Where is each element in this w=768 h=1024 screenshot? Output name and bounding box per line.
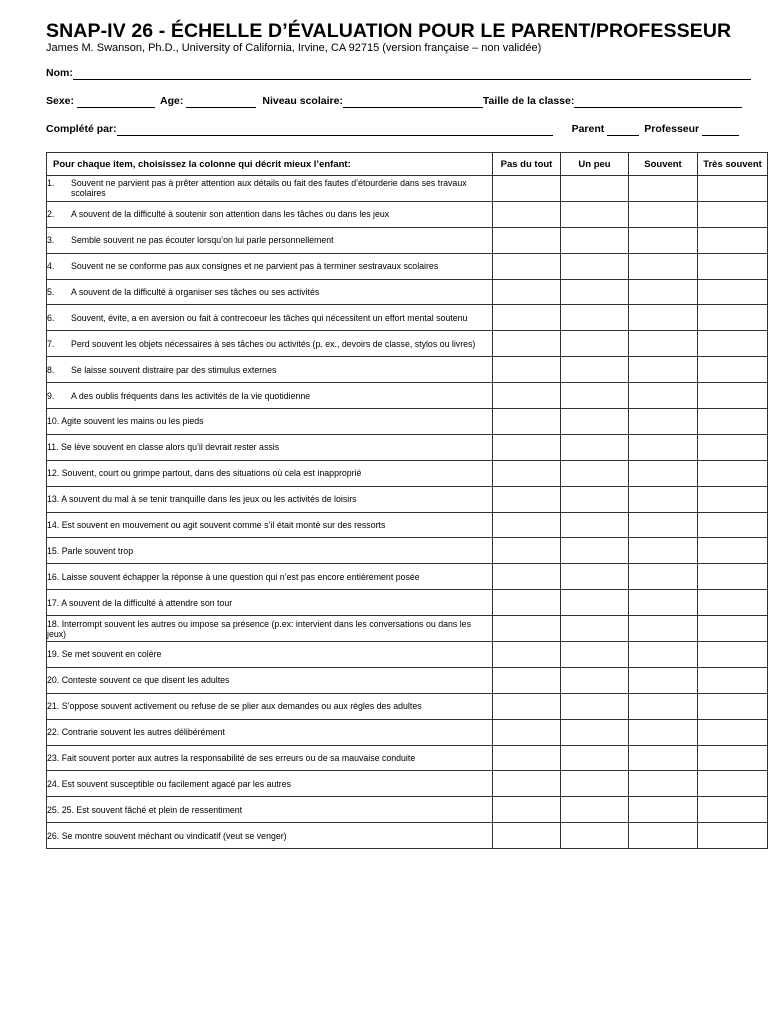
rating-cell[interactable] <box>698 538 768 564</box>
item-number: 24. <box>47 778 60 789</box>
rating-cell[interactable] <box>493 771 561 797</box>
rating-cell[interactable] <box>698 305 768 331</box>
page-title: SNAP-IV 26 - ÉCHELLE D’ÉVALUATION POUR LE PARENT/PROFESSEUR <box>46 20 732 42</box>
item-text: Est souvent susceptible ou facilement agacé par les autres <box>61 778 292 789</box>
item-number: 14. <box>47 520 60 531</box>
age-label: Age: <box>160 95 184 107</box>
rating-cell[interactable] <box>561 383 629 409</box>
item-cell <box>47 797 493 823</box>
item-text: Souvent ne se conforme pas aux consignes et ne parvient pas à terminer sestravaux scolaires <box>71 261 439 272</box>
item-cell <box>47 616 493 642</box>
item-text-wrap <box>47 313 492 323</box>
item-number: 3. <box>47 235 55 246</box>
rating-cell[interactable] <box>629 409 698 435</box>
table-row <box>47 538 768 564</box>
item-number: 18. <box>47 618 60 629</box>
rating-cell[interactable] <box>629 538 698 564</box>
item-cell <box>47 305 493 331</box>
rating-table <box>46 152 768 849</box>
rating-cell[interactable] <box>493 667 561 693</box>
rating-cell[interactable] <box>493 797 561 823</box>
item-text: Semble souvent ne pas écouter lorsqu’on lui parle personnellement <box>71 235 334 246</box>
item-number: 22. <box>47 727 60 738</box>
rating-cell[interactable] <box>561 305 629 331</box>
item-number: 15. <box>47 545 60 556</box>
rating-cell[interactable] <box>629 305 698 331</box>
rating-cell[interactable] <box>629 512 698 538</box>
rating-cell[interactable] <box>561 227 629 253</box>
rating-cell[interactable] <box>493 409 561 435</box>
rating-cell[interactable] <box>493 538 561 564</box>
rating-cell[interactable] <box>698 616 768 642</box>
rating-cell[interactable] <box>493 719 561 745</box>
item-text-wrap <box>47 619 492 639</box>
teacher-label: Professeur <box>644 123 700 135</box>
item-number: 20. <box>47 675 60 686</box>
rating-cell[interactable] <box>629 823 698 849</box>
rating-cell[interactable] <box>561 564 629 590</box>
item-text: A souvent de la difficulté à attendre son tour <box>61 597 233 608</box>
item-text: S’oppose souvent activement ou refuse de se plier aux demandes ou aux règles des adultes <box>61 701 422 712</box>
item-text: Est souvent en mouvement ou agit souvent comme s’il était monté sur des ressorts <box>61 520 386 531</box>
author-credit: James M. Swanson, Ph.D., University of California, Irvine, CA 92715 (version française – non validée) <box>46 42 542 54</box>
item-number: 1. <box>47 178 55 189</box>
rating-cell[interactable] <box>698 771 768 797</box>
item-text-wrap <box>47 494 492 504</box>
rating-cell[interactable] <box>561 823 629 849</box>
rating-cell[interactable] <box>561 771 629 797</box>
rating-cell[interactable] <box>629 486 698 512</box>
table-row <box>47 176 768 202</box>
item-number: 16. <box>47 571 60 582</box>
rating-cell[interactable] <box>698 434 768 460</box>
item-text-wrap <box>47 287 492 297</box>
class-size-label: Taille de la classe: <box>482 95 575 107</box>
item-cell <box>47 512 493 538</box>
item-text-wrap <box>47 365 492 375</box>
item-cell <box>47 564 493 590</box>
item-text-wrap <box>47 442 492 452</box>
rating-cell[interactable] <box>629 616 698 642</box>
teacher-field[interactable] <box>702 123 739 136</box>
rating-cell[interactable] <box>561 409 629 435</box>
item-text: Conteste souvent ce que disent les adultes <box>61 675 230 686</box>
name-field[interactable] <box>73 67 751 80</box>
rating-cell[interactable] <box>629 434 698 460</box>
item-text-wrap <box>47 339 492 349</box>
column-header: Pas du tout <box>493 153 561 176</box>
rating-cell[interactable] <box>698 201 768 227</box>
item-cell <box>47 434 493 460</box>
rating-cell[interactable] <box>698 253 768 279</box>
rating-cell[interactable] <box>561 667 629 693</box>
rating-cell[interactable] <box>493 305 561 331</box>
rating-cell[interactable] <box>561 590 629 616</box>
table-row <box>47 771 768 797</box>
rating-cell[interactable] <box>629 176 698 202</box>
name-row <box>46 67 751 80</box>
table-row <box>47 201 768 227</box>
item-text: Souvent ne parvient pas à prêter attention aux détails ou fait des fautes d’étourderie dans ses travaux scolaires <box>71 178 467 199</box>
table-row <box>47 512 768 538</box>
item-cell <box>47 460 493 486</box>
table-row <box>47 693 768 719</box>
item-number: 19. <box>47 649 60 660</box>
rating-cell[interactable] <box>561 357 629 383</box>
item-number: 21. <box>47 701 60 712</box>
item-number: 2. <box>47 209 55 220</box>
item-number: 5. <box>47 287 55 297</box>
item-text-wrap <box>47 753 492 763</box>
rating-cell[interactable] <box>561 201 629 227</box>
rating-cell[interactable] <box>561 253 629 279</box>
table-row <box>47 253 768 279</box>
item-text: Interrompt souvent les autres ou impose sa présence (p.ex: intervient dans les conversations ou dans les jeux) <box>47 618 471 639</box>
item-cell <box>47 823 493 849</box>
rating-cell[interactable] <box>561 434 629 460</box>
info-row <box>46 95 742 108</box>
item-text-wrap <box>47 598 492 608</box>
item-number: 23. <box>47 753 60 764</box>
rating-cell[interactable] <box>493 564 561 590</box>
parent-field[interactable] <box>607 123 639 136</box>
rating-cell[interactable] <box>561 642 629 668</box>
rating-cell[interactable] <box>629 383 698 409</box>
item-cell <box>47 771 493 797</box>
rating-cell[interactable] <box>493 383 561 409</box>
item-number: 25. <box>47 804 60 815</box>
rating-cell[interactable] <box>561 512 629 538</box>
item-cell <box>47 693 493 719</box>
rating-cell[interactable] <box>629 564 698 590</box>
rating-cell[interactable] <box>698 719 768 745</box>
table-row <box>47 227 768 253</box>
item-cell <box>47 642 493 668</box>
rating-cell[interactable] <box>493 616 561 642</box>
rating-cell[interactable] <box>698 693 768 719</box>
item-cell <box>47 590 493 616</box>
rating-cell[interactable] <box>493 434 561 460</box>
rating-cell[interactable] <box>493 745 561 771</box>
item-number: 11. <box>47 442 59 453</box>
rating-cell[interactable] <box>698 227 768 253</box>
age-field[interactable] <box>186 95 256 108</box>
item-text-wrap <box>47 416 492 426</box>
item-text: Se met souvent en colère <box>61 649 162 660</box>
rating-cell[interactable] <box>629 357 698 383</box>
column-header: Très souvent <box>698 153 768 176</box>
item-text-wrap <box>47 178 492 198</box>
rating-cell[interactable] <box>629 590 698 616</box>
item-text-wrap <box>47 546 492 556</box>
item-text: Agite souvent les mains ou les pieds <box>61 416 204 427</box>
rating-cell[interactable] <box>493 512 561 538</box>
item-number: 13. <box>47 494 60 505</box>
table-row <box>47 331 768 357</box>
item-cell <box>47 667 493 693</box>
item-cell <box>47 201 493 227</box>
rating-cell[interactable] <box>629 227 698 253</box>
table-header-row <box>47 153 768 176</box>
item-cell <box>47 719 493 745</box>
rating-cell[interactable] <box>698 797 768 823</box>
grade-label: Niveau scolaire: <box>262 95 343 107</box>
rating-cell[interactable] <box>698 642 768 668</box>
table-row <box>47 823 768 849</box>
rating-cell[interactable] <box>493 642 561 668</box>
instruction-header: Pour chaque item, choisissez la colonne qui décrit mieux l’enfant: <box>47 153 493 176</box>
rating-cell[interactable] <box>493 253 561 279</box>
item-cell <box>47 227 493 253</box>
rating-cell[interactable] <box>698 564 768 590</box>
rating-cell[interactable] <box>698 279 768 305</box>
rating-cell[interactable] <box>561 279 629 305</box>
rating-cell[interactable] <box>493 823 561 849</box>
rating-cell[interactable] <box>698 409 768 435</box>
rating-cell[interactable] <box>629 719 698 745</box>
rating-cell[interactable] <box>629 460 698 486</box>
item-cell <box>47 745 493 771</box>
item-text: Se montre souvent méchant ou vindicatif (veut se venger) <box>61 830 287 841</box>
rating-cell[interactable] <box>698 823 768 849</box>
item-text-wrap <box>47 727 492 737</box>
rating-cell[interactable] <box>698 667 768 693</box>
item-text-wrap <box>47 831 492 841</box>
table-row <box>47 305 768 331</box>
rating-cell[interactable] <box>629 745 698 771</box>
completed-by-label: Complété par: <box>46 123 117 135</box>
rating-cell[interactable] <box>698 486 768 512</box>
rating-cell[interactable] <box>629 331 698 357</box>
rating-cell[interactable] <box>493 331 561 357</box>
rating-cell[interactable] <box>698 176 768 202</box>
grade-field[interactable] <box>343 95 483 108</box>
item-text-wrap <box>47 520 492 530</box>
table-row <box>47 357 768 383</box>
rating-cell[interactable] <box>698 590 768 616</box>
item-text-wrap <box>47 675 492 685</box>
table-row <box>47 719 768 745</box>
rating-cell[interactable] <box>629 253 698 279</box>
item-text-wrap <box>47 209 492 219</box>
item-text: 25. Est souvent fâché et plein de ressentiment <box>61 804 243 815</box>
item-cell <box>47 279 493 305</box>
item-text: Perd souvent les objets nécessaires à ses tâches ou activités (p. ex., devoirs de classe, stylos ou livres) <box>71 338 476 349</box>
rating-cell[interactable] <box>561 797 629 823</box>
item-text: Contrarie souvent les autres délibérément <box>61 727 226 738</box>
rating-cell[interactable] <box>561 693 629 719</box>
rating-cell[interactable] <box>561 176 629 202</box>
rating-cell[interactable] <box>698 745 768 771</box>
item-text: Fait souvent porter aux autres la responsabilité de ses erreurs ou de sa mauvaise conduite <box>61 753 416 764</box>
rating-cell[interactable] <box>629 771 698 797</box>
item-number: 4. <box>47 261 55 272</box>
table-row <box>47 383 768 409</box>
item-text-wrap <box>47 261 492 271</box>
completed-by-row <box>46 123 739 136</box>
item-cell <box>47 331 493 357</box>
table-row <box>47 616 768 642</box>
item-cell <box>47 357 493 383</box>
class-size-field[interactable] <box>574 95 742 108</box>
rating-cell[interactable] <box>629 693 698 719</box>
item-number: 7. <box>47 338 55 349</box>
table-row <box>47 797 768 823</box>
completed-by-field[interactable] <box>117 123 553 136</box>
name-label: Nom: <box>46 67 73 79</box>
item-cell <box>47 486 493 512</box>
rating-cell[interactable] <box>629 797 698 823</box>
table-row <box>47 590 768 616</box>
table-row <box>47 745 768 771</box>
table-row <box>47 460 768 486</box>
item-text: Se laisse souvent distraire par des stimulus externes <box>71 364 277 375</box>
item-cell <box>47 253 493 279</box>
rating-cell[interactable] <box>561 486 629 512</box>
rating-cell[interactable] <box>561 616 629 642</box>
item-cell <box>47 383 493 409</box>
sex-field[interactable] <box>77 95 155 108</box>
table-row <box>47 667 768 693</box>
item-text: Souvent, évite, a en aversion ou fait à contrecoeur les tâches qui nécessitent un effort mental soutenu <box>71 312 468 323</box>
rating-cell[interactable] <box>698 460 768 486</box>
rating-cell[interactable] <box>493 693 561 719</box>
item-text: A des oublis fréquents dans les activités de la vie quotidienne <box>71 390 311 401</box>
item-number: 9. <box>47 390 55 401</box>
rating-cell[interactable] <box>493 460 561 486</box>
table-row <box>47 564 768 590</box>
table-row <box>47 642 768 668</box>
item-cell <box>47 176 493 202</box>
table-row <box>47 434 768 460</box>
rating-cell[interactable] <box>561 719 629 745</box>
rating-cell[interactable] <box>698 383 768 409</box>
rating-cell[interactable] <box>698 331 768 357</box>
rating-cell[interactable] <box>493 357 561 383</box>
table-row <box>47 279 768 305</box>
item-cell <box>47 409 493 435</box>
item-text: Souvent, court ou grimpe partout, dans des situations où cela est inapproprié <box>61 468 362 479</box>
rating-cell[interactable] <box>629 201 698 227</box>
rating-cell[interactable] <box>629 642 698 668</box>
item-number: 26. <box>47 830 60 841</box>
item-text: Laisse souvent échapper la réponse à une question qui n’est pas encore entièrement posée <box>61 571 420 582</box>
item-number: 12. <box>47 468 60 479</box>
table-row <box>47 409 768 435</box>
item-number: 6. <box>47 312 55 323</box>
item-text-wrap <box>47 649 492 659</box>
rating-cell[interactable] <box>493 227 561 253</box>
column-header: Un peu <box>561 153 629 176</box>
parent-label: Parent <box>571 123 605 135</box>
item-text-wrap <box>47 391 492 401</box>
rating-cell[interactable] <box>493 486 561 512</box>
item-text: Se lève souvent en classe alors qu’il devrait rester assis <box>61 442 280 453</box>
rating-cell[interactable] <box>698 512 768 538</box>
rating-cell[interactable] <box>629 279 698 305</box>
rating-cell[interactable] <box>493 176 561 202</box>
rating-cell[interactable] <box>493 279 561 305</box>
sex-label: Sexe: <box>46 95 75 107</box>
table-row <box>47 486 768 512</box>
item-number: 10. <box>47 416 60 427</box>
item-text-wrap <box>47 468 492 478</box>
rating-cell[interactable] <box>493 590 561 616</box>
item-text: A souvent de la difficulté à organiser ses tâches ou ses activités <box>71 287 320 297</box>
rating-cell[interactable] <box>629 667 698 693</box>
item-text-wrap <box>47 701 492 711</box>
item-cell <box>47 538 493 564</box>
rating-cell[interactable] <box>561 331 629 357</box>
item-text: A souvent de la difficulté à soutenir son attention dans les tâches ou dans les jeux <box>71 209 390 220</box>
item-text: A souvent du mal à se tenir tranquille dans les jeux ou les activités de loisirs <box>61 494 357 505</box>
item-number: 17. <box>47 597 60 608</box>
rating-cell[interactable] <box>561 745 629 771</box>
column-header: Souvent <box>629 153 698 176</box>
item-text: Parle souvent trop <box>61 545 134 556</box>
rating-cell[interactable] <box>698 357 768 383</box>
rating-cell[interactable] <box>561 460 629 486</box>
item-number: 8. <box>47 364 55 375</box>
item-text-wrap <box>47 572 492 582</box>
rating-cell[interactable] <box>561 538 629 564</box>
rating-cell[interactable] <box>493 201 561 227</box>
item-text-wrap <box>47 779 492 789</box>
item-text-wrap <box>47 805 492 815</box>
item-text-wrap <box>47 235 492 245</box>
